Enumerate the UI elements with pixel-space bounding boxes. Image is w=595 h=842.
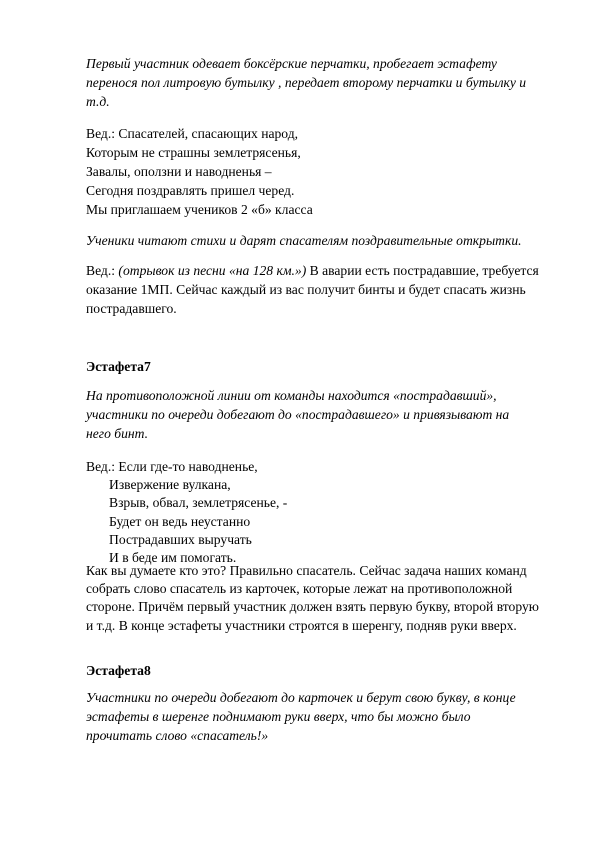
poem-1 <box>86 124 551 219</box>
question-line-3: стороне. Причём первый участник должен взять первую букву, второй вторую <box>86 599 539 615</box>
poem2-line-4: Будет он ведь неустанно <box>109 513 251 529</box>
intro-instruction <box>86 54 551 111</box>
song-prefix: Вед.: <box>86 263 119 278</box>
poem2-line-3: Взрыв, обвал, землетрясенье, - <box>109 495 288 511</box>
relay7-line-1: На противоположной линии от команды находится «пострадавший», <box>86 388 497 403</box>
poem2-line-2: Извержение вулкана, <box>109 477 231 493</box>
question-line-4: и т.д. В конце эстафеты участники строятся в шеренгу, подняв руки вверх. <box>86 617 517 633</box>
relay7-line-3: него бинт. <box>86 426 149 441</box>
relay8-instruction <box>86 688 551 745</box>
poem1-line-5: Мы приглашаем учеников 2 «б» класса <box>86 202 313 217</box>
question-line-2: собрать слово спасатель из карточек, которые лежат на противоположной <box>86 581 513 597</box>
relay7-line-2: участники по очереди добегают до «пострадавшего» и привязывают на <box>86 407 510 422</box>
relay8-heading <box>86 661 551 680</box>
question-paragraph <box>86 562 551 635</box>
students-instruction <box>86 231 551 250</box>
relay8-line-2: эстафеты в шеренге поднимают руки вверх, что бы можно было <box>86 709 471 724</box>
poem2-line-1: Вед.: Если где-то наводненье, <box>86 459 258 474</box>
poem2-line-5: Пострадавших выручать <box>109 531 252 547</box>
poem2-line-6: И в беде им помогать. <box>109 550 237 566</box>
relay8-heading-text: Эстафета8 <box>86 663 151 678</box>
relay8-line-1: Участники по очереди добегают до карточек и берут свою букву, в конце <box>86 690 516 705</box>
relay7-instruction <box>86 386 551 443</box>
intro-line-2: перенося пол литровую бутылку , передает второму перчатки и бутылку и <box>86 75 527 90</box>
song-line-1 <box>86 261 551 280</box>
relay7-heading <box>86 357 551 376</box>
song-paragraph <box>86 261 551 318</box>
students-instruction-text: Ученики читают стихи и дарят спасателям поздравительные открытки. <box>86 233 522 248</box>
song-text-1: В аварии есть пострадавшие, требуется <box>306 263 539 278</box>
song-line-3: пострадавшего. <box>86 301 177 316</box>
poem1-line-3: Завалы, оползни и наводненья – <box>86 164 272 179</box>
intro-line-3: т.д. <box>86 94 110 109</box>
song-line-2: оказание 1МП. Сейчас каждый из вас получит бинты и будет спасать жизнь <box>86 282 526 297</box>
intro-line-1: Первый участник одевает боксёрские перчатки, пробегает эстафету <box>86 56 497 71</box>
poem1-line-2: Которым не страшны землетрясенья, <box>86 145 301 160</box>
poem1-line-1: Вед.: Спасателей, спасающих народ, <box>86 126 299 141</box>
poem1-line-4: Сегодня поздравлять пришел черед. <box>86 183 295 198</box>
song-note: (отрывок из песни «на 128 км.») <box>118 263 307 278</box>
relay7-heading-text: Эстафета7 <box>86 359 151 374</box>
question-line-1: Как вы думаете кто это? Правильно спасатель. Сейчас задача наших команд <box>86 563 527 578</box>
poem-2 <box>86 458 551 567</box>
relay8-line-3: прочитать слово «спасатель!» <box>86 728 269 743</box>
